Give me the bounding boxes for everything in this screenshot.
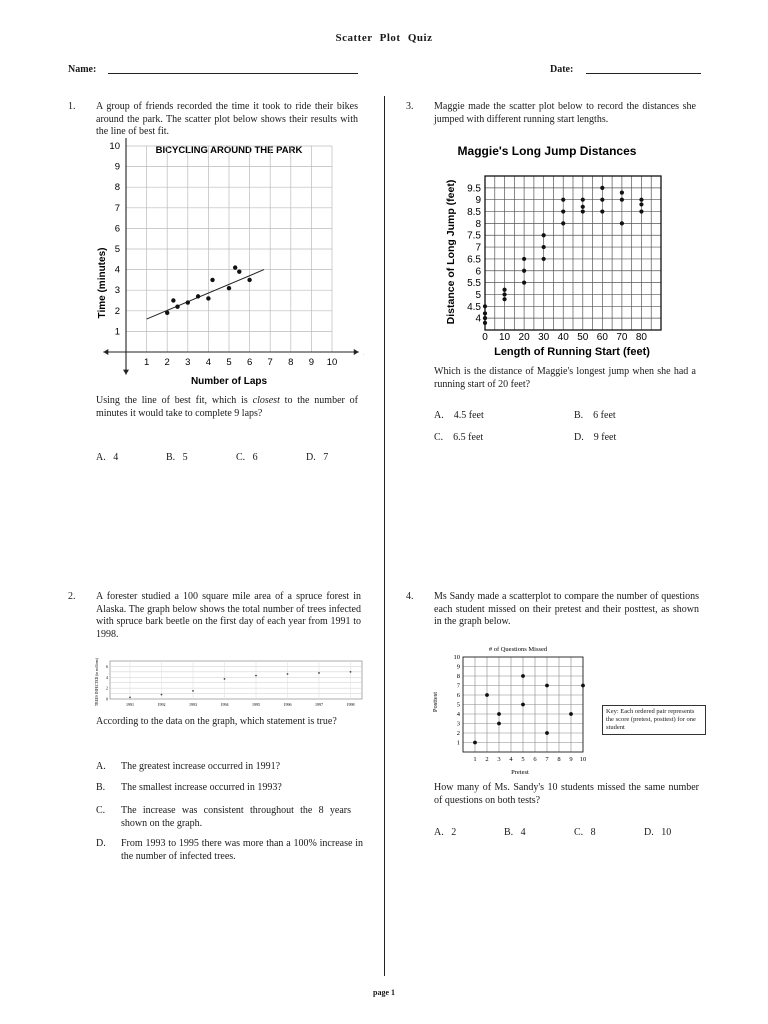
q1-option-d[interactable]: D. 7 <box>306 452 329 463</box>
q3-y-tick-label: 7.5 <box>467 230 481 242</box>
q3-data-point <box>483 311 487 315</box>
q2-option-b-letter[interactable]: B. <box>96 782 106 793</box>
q1-x-tick-label: 4 <box>205 357 212 368</box>
q3-data-point <box>483 321 487 325</box>
q4-chart-title: # of Questions Missed <box>488 646 548 653</box>
q4-x-tick-label: 6 <box>533 756 537 763</box>
q2-data-point <box>350 671 352 673</box>
q1-question: Using the line of best fit, which is closest to the number of minutes it would take to complete 9 laps? <box>96 395 359 419</box>
q4-option-d[interactable]: D. 10 <box>644 827 672 838</box>
q1-x-tick-label: 9 <box>308 357 315 368</box>
q1-x-tick-label: 5 <box>226 357 232 368</box>
q3-data-point <box>561 209 565 213</box>
q2-data-point <box>318 672 320 674</box>
q3-y-tick-label: 5 <box>475 289 481 301</box>
q1-y-tick-label: 3 <box>114 285 120 297</box>
q3-y-tick-label: 4.5 <box>467 301 481 313</box>
q4-data-point <box>497 722 501 726</box>
q3-y-tick-label: 5.5 <box>467 278 481 290</box>
q3-question: Which is the distance of Maggie's longest jump when she had a running start of 20 feet? <box>434 366 696 390</box>
q2-x-tick-label: 1997 <box>315 702 323 707</box>
q3-x-tick-label: 20 <box>518 332 530 343</box>
q1-y-tick-label: 8 <box>114 182 120 194</box>
q4-text: Ms Sandy made a scatterplot to compare the number of questions each student missed on their pretest and their posttest, as shown in the graph below. <box>434 591 699 627</box>
q4-data-point <box>521 674 525 678</box>
q3-y-tick-label: 7 <box>475 242 481 254</box>
q2-x-tick-label: 1994 <box>220 702 229 707</box>
q1-x-axis-label: Number of Laps <box>190 376 268 387</box>
q1-data-point <box>165 311 169 315</box>
q4-option-b[interactable]: B. 4 <box>504 827 526 838</box>
q1-y-tick-label: 10 <box>109 141 120 152</box>
q3-data-point <box>542 257 546 261</box>
q3-data-point <box>620 190 624 194</box>
q2-data-point <box>255 675 257 677</box>
q2-option-c[interactable]: The increase was consistent throughout the 8 years shown on the graph. <box>121 805 351 829</box>
q2-x-tick-label: 1993 <box>189 702 197 707</box>
q3-data-point <box>542 233 546 237</box>
q2-x-tick-label: 1992 <box>157 702 166 707</box>
q1-data-point <box>196 294 200 298</box>
q4-data-point <box>497 712 501 716</box>
q1-data-point <box>237 269 241 273</box>
q1-y-axis-label: Time (minutes) <box>97 247 108 319</box>
q2-data-point <box>161 694 163 696</box>
q2-text: A forester studied a 100 square mile area of a spruce forest in Alaska. The graph below shows the total number of trees infected with spruce bark beetle on the first day of each year from 1991 to 1998. <box>96 591 361 640</box>
q4-chart <box>426 642 598 778</box>
q2-plot-frame <box>110 661 362 699</box>
q1-chart-title: BICYCLING AROUND THE PARK <box>155 145 303 156</box>
q3-option-b[interactable]: B. 6 feet <box>574 410 616 421</box>
q1-y-arrow-down <box>123 370 129 375</box>
q2-option-a[interactable]: The greatest increase occurred in 1991? <box>121 761 281 772</box>
q1-y-tick-label: 7 <box>114 202 120 214</box>
q3-data-point <box>639 198 643 202</box>
q3-y-tick-label: 6.5 <box>467 254 481 266</box>
q3-data-point <box>522 269 526 273</box>
q1-x-tick-label: 10 <box>326 357 338 368</box>
q3-data-point <box>522 281 526 285</box>
q3-x-tick-label: 10 <box>498 332 511 343</box>
q2-chart <box>88 657 368 709</box>
q3-data-point <box>542 245 546 249</box>
q1-data-point <box>233 265 237 269</box>
q2-y-tick-label: 4 <box>106 674 108 680</box>
q2-data-point <box>287 673 289 675</box>
q1-y-tick-label: 1 <box>114 326 120 338</box>
q2-option-d[interactable]: From 1993 to 1995 there was more than a 100% increase in the number of infected trees. <box>121 838 363 862</box>
q3-data-point <box>620 221 624 225</box>
q4-data-point <box>581 684 585 688</box>
q4-data-point <box>545 731 549 735</box>
q2-data-point <box>192 690 194 692</box>
q4-y-tick-label: 7 <box>456 682 460 690</box>
q2-question: According to the data on the graph, which statement is true? <box>96 716 337 727</box>
q3-text: Maggie made the scatter plot below to record the distances she jumped with different running start lengths. <box>434 101 696 125</box>
q2-y-tick-label: 2 <box>106 685 108 691</box>
q3-data-point <box>581 198 585 202</box>
q4-option-c[interactable]: C. 8 <box>574 827 596 838</box>
q4-key-text: Key: Each ordered pair represents the score (pretest, posttest) for one student <box>606 708 696 731</box>
q3-y-tick-label: 9.5 <box>467 183 481 195</box>
q1-y-tick-label: 4 <box>114 264 120 276</box>
q1-chart <box>88 138 364 390</box>
q3-x-tick-label: 80 <box>635 332 648 343</box>
date-field[interactable] <box>586 73 701 74</box>
q3-y-tick-label: 8 <box>475 218 481 230</box>
q1-data-point <box>227 286 231 290</box>
q1-x-tick-label: 2 <box>164 357 170 368</box>
q1-x-tick-label: 3 <box>185 357 191 368</box>
q1-data-point <box>186 300 190 304</box>
q3-chart <box>426 142 670 364</box>
q3-chart-title: Maggie's Long Jump Distances <box>457 144 637 158</box>
q3-data-point <box>483 304 487 308</box>
q3-data-point <box>639 202 643 206</box>
q4-number: 4. <box>406 591 414 602</box>
q1-x-letter <box>363 347 364 357</box>
q1-option-a[interactable]: A. 4 <box>96 452 119 463</box>
q4-key-box <box>602 705 706 735</box>
q3-y-tick-label: 8.5 <box>467 207 481 219</box>
q1-x-tick-label: 6 <box>246 357 253 368</box>
q3-y-tick-label: 9 <box>475 195 481 207</box>
q4-data-point <box>485 693 489 697</box>
q3-data-point <box>581 205 585 209</box>
q3-data-point <box>561 221 565 225</box>
q3-y-tick-label: 6 <box>475 266 481 278</box>
q2-x-tick-label: 1991 <box>126 702 134 707</box>
q4-x-tick-label: 5 <box>521 756 525 763</box>
q1-y-tick-label: 9 <box>114 161 120 173</box>
q4-data-point <box>473 741 477 745</box>
q4-x-axis-label: Pretest <box>511 769 529 776</box>
q3-data-point <box>581 209 585 213</box>
q4-y-tick-label: 2 <box>456 730 460 738</box>
column-divider <box>384 96 385 976</box>
q4-y-tick-label: 6 <box>456 692 460 700</box>
q4-y-tick-label: 9 <box>456 663 460 671</box>
q2-x-tick-label: 1995 <box>252 702 260 707</box>
q1-number: 1. <box>68 101 76 112</box>
quiz-title: Scatter Plot Quiz <box>335 32 433 44</box>
q1-data-point <box>210 278 214 282</box>
q3-data-point <box>561 198 565 202</box>
q1-data-point <box>171 298 175 302</box>
q3-x-tick-label: 40 <box>557 332 569 343</box>
q1-y-tick-label: 5 <box>114 244 120 255</box>
q2-x-tick-label: 1996 <box>283 702 292 707</box>
q4-x-tick-label: 3 <box>497 756 501 763</box>
q4-x-tick-label: 7 <box>545 756 549 763</box>
q1-data-point <box>247 278 251 282</box>
q4-question: How many of Ms. Sandy's 10 students missed the same number of questions on both tests? <box>434 782 699 806</box>
q3-data-point <box>600 209 604 213</box>
q4-data-point <box>521 703 525 707</box>
q3-y-tick-label: 4 <box>475 313 481 325</box>
q3-option-a[interactable]: A. 4.5 feet <box>434 410 484 421</box>
q4-y-tick-label: 3 <box>456 720 460 728</box>
q4-y-tick-label: 5 <box>456 701 460 709</box>
q3-number: 3. <box>406 101 414 112</box>
q2-data-point <box>129 696 131 698</box>
name-field[interactable] <box>108 73 358 74</box>
q2-y-tick-label: 6 <box>106 663 108 669</box>
q4-y-axis-label: Posttest <box>432 691 439 713</box>
page-footer: page 1 <box>373 988 395 997</box>
date-label: Date: <box>550 64 574 75</box>
q2-number: 2. <box>68 591 76 602</box>
q3-x-tick-label: 70 <box>616 332 628 343</box>
q1-y-tick-label: 2 <box>114 305 120 317</box>
q1-text: A group of friends recorded the time it took to ride their bikes around the park. The scatter plot below shows their results with the line of best fit. <box>96 101 358 137</box>
q3-data-point <box>522 257 526 261</box>
q3-data-point <box>620 198 624 202</box>
q1-data-point <box>206 296 210 300</box>
q3-x-tick-label: 0 <box>482 332 488 343</box>
q4-data-point <box>569 712 573 716</box>
q1-option-b[interactable]: B. 5 <box>166 452 188 463</box>
name-label: Name: <box>68 64 97 75</box>
q4-x-tick-label: 2 <box>485 756 489 763</box>
q3-x-axis-label: Length of Running Start (feet) <box>494 346 650 358</box>
q3-data-point <box>502 292 506 296</box>
q4-y-tick-label: 10 <box>453 654 460 662</box>
q2-option-c-letter[interactable]: C. <box>96 805 106 816</box>
q4-x-tick-label: 1 <box>473 756 477 763</box>
q2-option-d-letter[interactable]: D. <box>96 838 106 849</box>
q1-option-c[interactable]: C. 6 <box>236 452 258 463</box>
q2-data-point <box>224 678 226 680</box>
q3-data-point <box>502 288 506 292</box>
q4-x-tick-label: 9 <box>569 756 573 763</box>
q2-y-axis-label: TREES INFECTED (in millions) <box>95 657 99 707</box>
q4-y-tick-label: 4 <box>456 711 460 719</box>
q1-x-tick-label: 8 <box>288 357 294 368</box>
q3-x-tick-label: 50 <box>577 332 589 343</box>
q1-x-tick-label: 1 <box>143 357 150 368</box>
q4-x-tick-label: 10 <box>579 756 587 763</box>
q3-data-point <box>502 297 506 301</box>
q2-option-a-letter[interactable]: A. <box>96 761 106 772</box>
q3-data-point <box>639 209 643 213</box>
q4-option-a[interactable]: A. 2 <box>434 827 457 838</box>
q3-option-d[interactable]: D. 9 feet <box>574 432 617 443</box>
q2-x-tick-label: 1998 <box>346 702 355 707</box>
q1-x-arrow-left <box>103 349 108 355</box>
q3-y-axis-label: Distance of Long Jump (feet) <box>445 179 457 325</box>
q1-x-tick-label: 7 <box>267 357 273 368</box>
q4-x-tick-label: 8 <box>557 756 561 763</box>
q3-option-c[interactable]: C. 6.5 feet <box>434 432 484 443</box>
q3-data-point <box>483 316 487 320</box>
q4-y-tick-label: 1 <box>456 739 460 747</box>
q4-x-tick-label: 4 <box>509 756 513 763</box>
q3-data-point <box>600 186 604 190</box>
q3-x-tick-label: 30 <box>538 332 550 343</box>
q4-y-tick-label: 8 <box>456 673 460 681</box>
q3-data-point <box>600 198 604 202</box>
q2-y-tick-label: 0 <box>106 696 108 702</box>
q3-x-tick-label: 60 <box>596 332 608 343</box>
q2-option-b[interactable]: The smallest increase occurred in 1993? <box>121 782 282 793</box>
q1-data-point <box>175 304 179 308</box>
q1-best-fit-line <box>147 270 264 319</box>
q1-y-tick-label: 6 <box>114 223 120 235</box>
q4-data-point <box>545 684 549 688</box>
q1-x-arrow <box>354 349 359 355</box>
